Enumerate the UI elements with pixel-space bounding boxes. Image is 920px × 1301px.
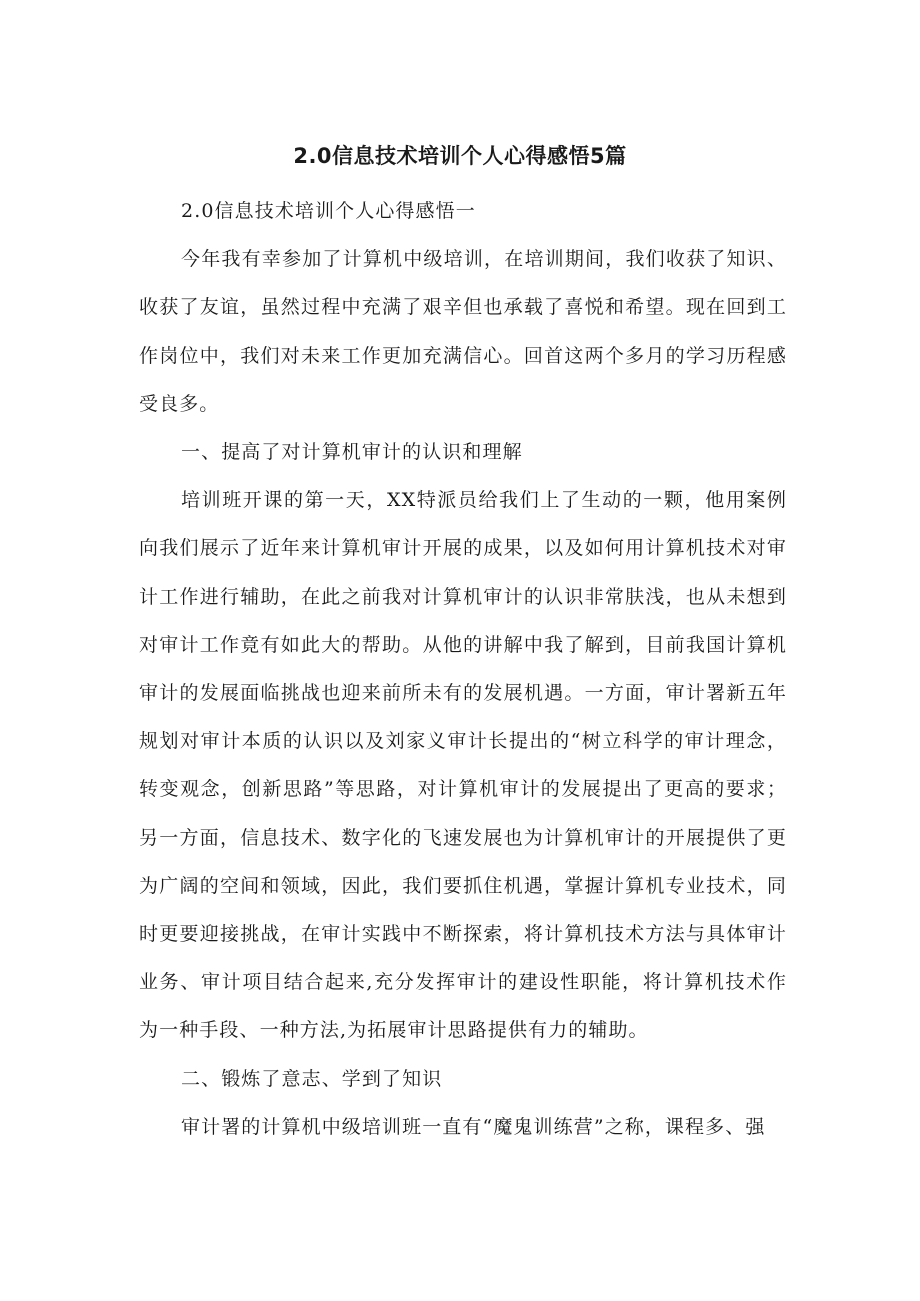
section-subtitle: 2.0信息技术培训个人心得感悟一 bbox=[181, 200, 476, 222]
document-body bbox=[139, 187, 787, 1151]
section-heading: 一、提高了对计算机审计的认识和理解 bbox=[181, 441, 523, 464]
paragraph: 审计署的计算机中级培训班一直有“魔鬼训练营”之称，课程多、强 bbox=[181, 1115, 766, 1138]
section-heading: 二、锻炼了意志、学到了知识 bbox=[181, 1067, 443, 1090]
paragraph: 培训班开课的第一天，XX特派员给我们上了生动的一颗，他用案例向我们展示了近年来计算机审计开展的成果，以及如何用计算机技术对审计工作进行辅助，在此之前我对计算机审计的认识非常肤浅，也从未想到对审计工作竟有如此大的帮助。从他的讲解中我了解到，目前我国计算机审计的发展面临挑战也迎来前所未有的发展机遇。一方面，审计署新五年规划对审计本质的认识以及刘家义审计长提出的“树立科学的审计理念，转变观念，创新思路”等思路，对计算机审计的发展提出了更高的要求；另一方面，信息技术、数字化的飞速发展也为计算机审计的开展提供了更为广阔的空间和领域，因此，我们要抓住机遇，掌握计算机专业技术，同时更要迎接挑战，在审计实践中不断探索，将计算机技术方法与具体审计业务、审计项目结合起来,充分发挥审计的建设性职能，将计算机技术作为一种手段、一种方法,为拓展审计思路提供有力的辅助。 bbox=[139, 489, 787, 1042]
document-title: 2.0信息技术培训个人心得感悟5篇 bbox=[293, 144, 627, 168]
paragraph: 今年我有幸参加了计算机中级培训，在培训期间，我们收获了知识、收获了友谊，虽然过程中充满了艰辛但也承载了喜悦和希望。现在回到工作岗位中，我们对未来工作更加充满信心。回首这两个多月的学习历程感受良多。 bbox=[139, 248, 787, 415]
